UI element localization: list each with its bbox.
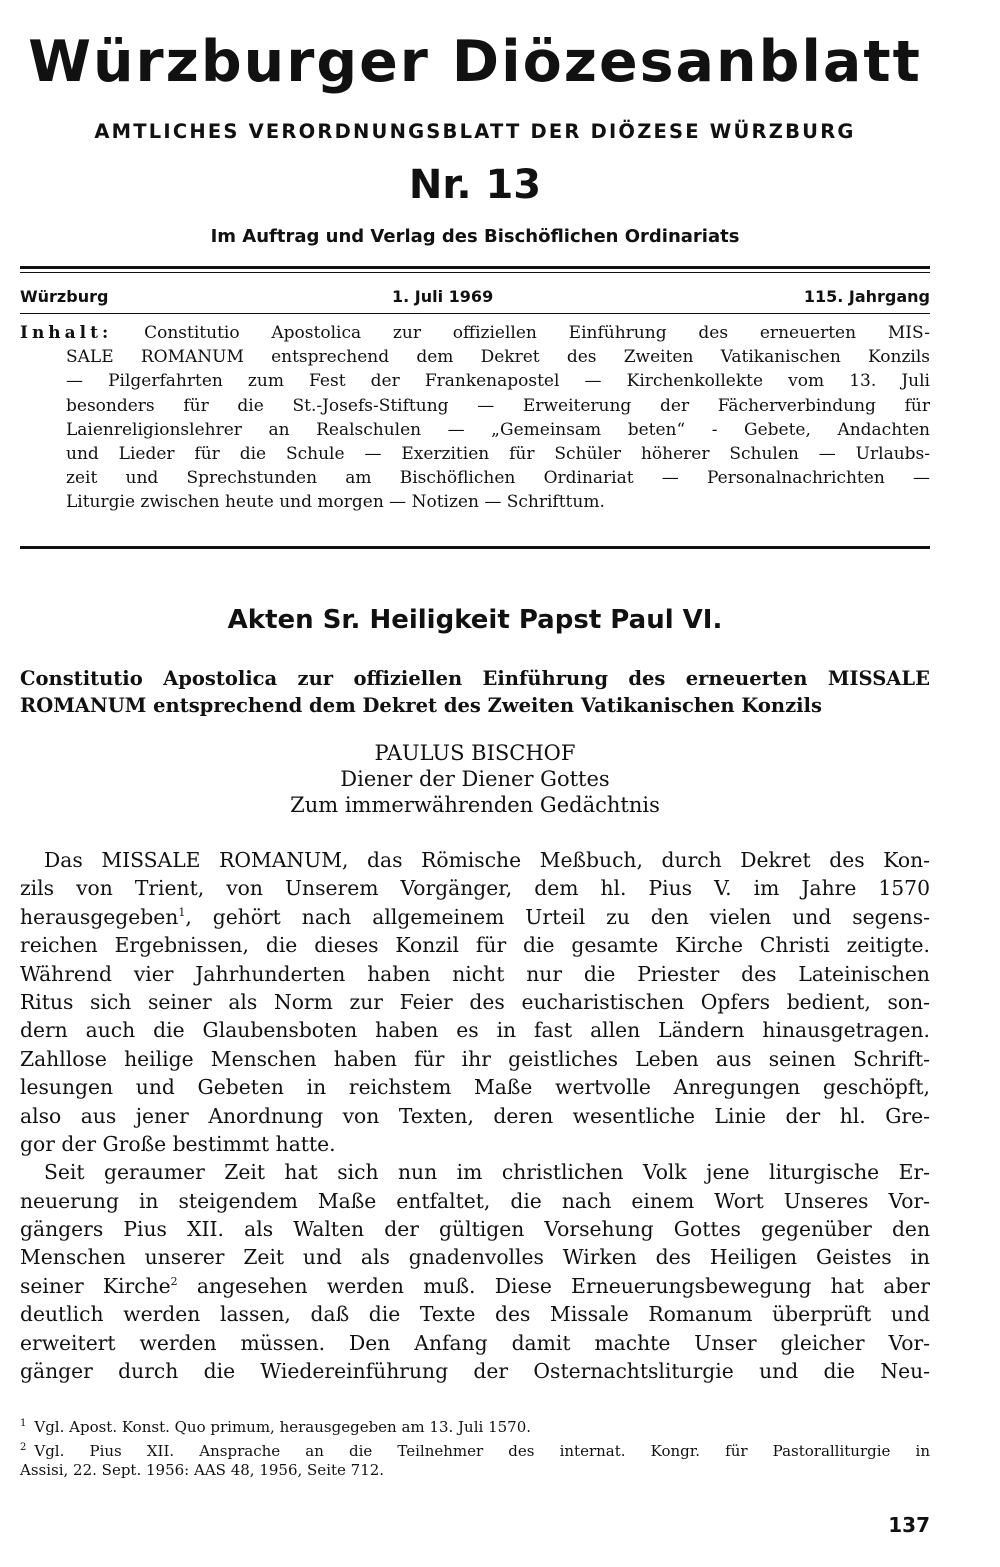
addressee-line: Diener der Diener Gottes <box>340 767 610 791</box>
addressee-line: Zum immerwährenden Gedächtnis <box>290 793 660 817</box>
header-rule-top <box>20 266 930 269</box>
contents-line: besonders für die St.-Josefs-Stiftung — Erweiterung der Fächerverbindung für <box>66 395 930 416</box>
addressee-block <box>20 740 930 818</box>
dateline-rule <box>20 313 930 314</box>
masthead-title: Würzburger Diözesanblatt <box>28 29 922 95</box>
masthead-subtitle: AMTLICHES VERORDNUNGSBLATT DER DIÖZESE WÜRZBURG <box>94 120 856 143</box>
body-line: Zahllose heilige Menschen haben für ihr geistliches Leben aus seinen Schrift- <box>20 1046 930 1071</box>
footnote-ref: 2 <box>170 1275 178 1289</box>
body-line: lesungen und Gebeten in reichstem Maße wertvolle Anregungen geschöpft, <box>20 1075 930 1100</box>
body-line: seiner Kirche$^2$ angesehen werden muß. Diese Erneuerungsbewegung hat aber <box>20 1273 930 1298</box>
document-title-line: ROMANUM entsprechend dem Dekret des Zweiten Vatikanischen Konzils <box>20 694 822 717</box>
dateline <box>20 287 930 309</box>
footnote-ref: 1 <box>178 906 186 920</box>
footnote: $^2$ Vgl. Pius XII. Ansprache an die Teilnehmer des internat. Kongr. für Pastoralliturgie in <box>20 1441 930 1460</box>
contents-label: Inhalt: <box>20 323 113 343</box>
body-line: reichen Ergebnissen, die dieses Konzil für die gesamte Kirche Christi zeitigte. <box>20 933 930 958</box>
body-line: erweitert werden müssen. Den Anfang damit machte Unser gleicher Vor- <box>20 1330 930 1355</box>
footnote-mark: 2 <box>20 1441 27 1453</box>
dateline-volume: 115. Jahrgang <box>803 287 930 306</box>
section-heading: Akten Sr. Heiligkeit Papst Paul VI. <box>227 605 723 635</box>
body-line: gor der Große bestimmt hatte. <box>20 1131 336 1156</box>
contents-line: SALE ROMANUM entsprechend dem Dekret des Zweiten Vatikanischen Konzils <box>66 347 930 368</box>
addressee-line: PAULUS BISCHOF <box>374 741 576 765</box>
body-text <box>20 846 930 1385</box>
contents-line: Inhalt: Constitutio Apostolica zur offiziellen Einführung des erneuerten MIS- <box>20 323 931 343</box>
footnote: $^1$ Vgl. Apost. Konst. Quo primum, herausgegeben am 13. Juli 1570. <box>20 1418 532 1436</box>
body-line: neuerung in steigendem Maße entfaltet, die nach einem Wort Unseres Vor- <box>20 1188 930 1213</box>
footnote-continuation: Assisi, 22. Sept. 1956: AAS 48, 1956, Seite 712. <box>20 1461 385 1479</box>
header-rule-top-thin <box>20 272 930 273</box>
body-line: herausgegeben$^1$, gehört nach allgemeinem Urteil zu den vielen und segens- <box>20 904 930 929</box>
body-line: dern auch die Glaubensboten haben es in fast allen Ländern hinausgetragen. <box>20 1018 930 1043</box>
body-line: Seit geraumer Zeit hat sich nun im christlichen Volk jene liturgische Er- <box>44 1160 930 1185</box>
body-line: also aus jener Anordnung von Texten, deren wesentliche Linie der hl. Gre- <box>20 1103 930 1128</box>
body-line: gänger durch die Wiedereinführung der Osternachtsliturgie und die Neu- <box>20 1359 930 1384</box>
footnotes <box>20 1414 930 1481</box>
body-line: gängers Pius XII. als Walten der gültigen Vorsehung Gottes gegenüber den <box>20 1217 930 1242</box>
body-line: zils von Trient, von Unserem Vorgänger, dem hl. Pius V. im Jahre 1570 <box>20 876 930 901</box>
publisher-line: Im Auftrag und Verlag des Bischöflichen Ordinariats <box>210 226 740 247</box>
document-title-line: Constitutio Apostolica zur offiziellen Einführung des erneuerten MISSALE <box>20 667 930 690</box>
document-title <box>20 665 930 719</box>
footnote-mark: 1 <box>20 1418 27 1429</box>
issue-number: Nr. 13 <box>408 162 542 208</box>
body-line: Menschen unserer Zeit und als gnadenvolles Wirken des Heiligen Geistes in <box>20 1245 930 1270</box>
contents-line: Laienreligionslehrer an Realschulen — „Gemeinsam beten“ - Gebete, Andachten <box>66 419 930 440</box>
dateline-date: 1. Juli 1969 <box>392 287 494 306</box>
contents-line: und Lieder für die Schule — Exerzitien für Schüler höherer Schulen — Urlaubs- <box>66 443 930 464</box>
page-number: 137 <box>888 1513 930 1537</box>
contents-line: zeit und Sprechstunden am Bischöflichen Ordinariat — Personalnachrichten — <box>66 468 930 489</box>
contents-rule-bottom <box>20 546 930 549</box>
body-line: Das MISSALE ROMANUM, das Römische Meßbuch, durch Dekret des Kon- <box>44 848 930 872</box>
body-line: deutlich werden lassen, daß die Texte des Missale Romanum überprüft und <box>20 1302 930 1327</box>
table-of-contents <box>20 321 930 515</box>
contents-line: Liturgie zwischen heute und morgen — Notizen — Schrifttum. <box>66 492 605 513</box>
contents-line: — Pilgerfahrten zum Fest der Frankenapostel — Kirchenkollekte vom 13. Juli <box>66 371 930 392</box>
body-line: Während vier Jahrhunderten haben nicht nur die Priester des Lateinischen <box>20 961 930 986</box>
dateline-place: Würzburg <box>20 287 109 306</box>
body-line: Ritus sich seiner als Norm zur Feier des eucharistischen Opfers bedient, son- <box>20 989 930 1014</box>
